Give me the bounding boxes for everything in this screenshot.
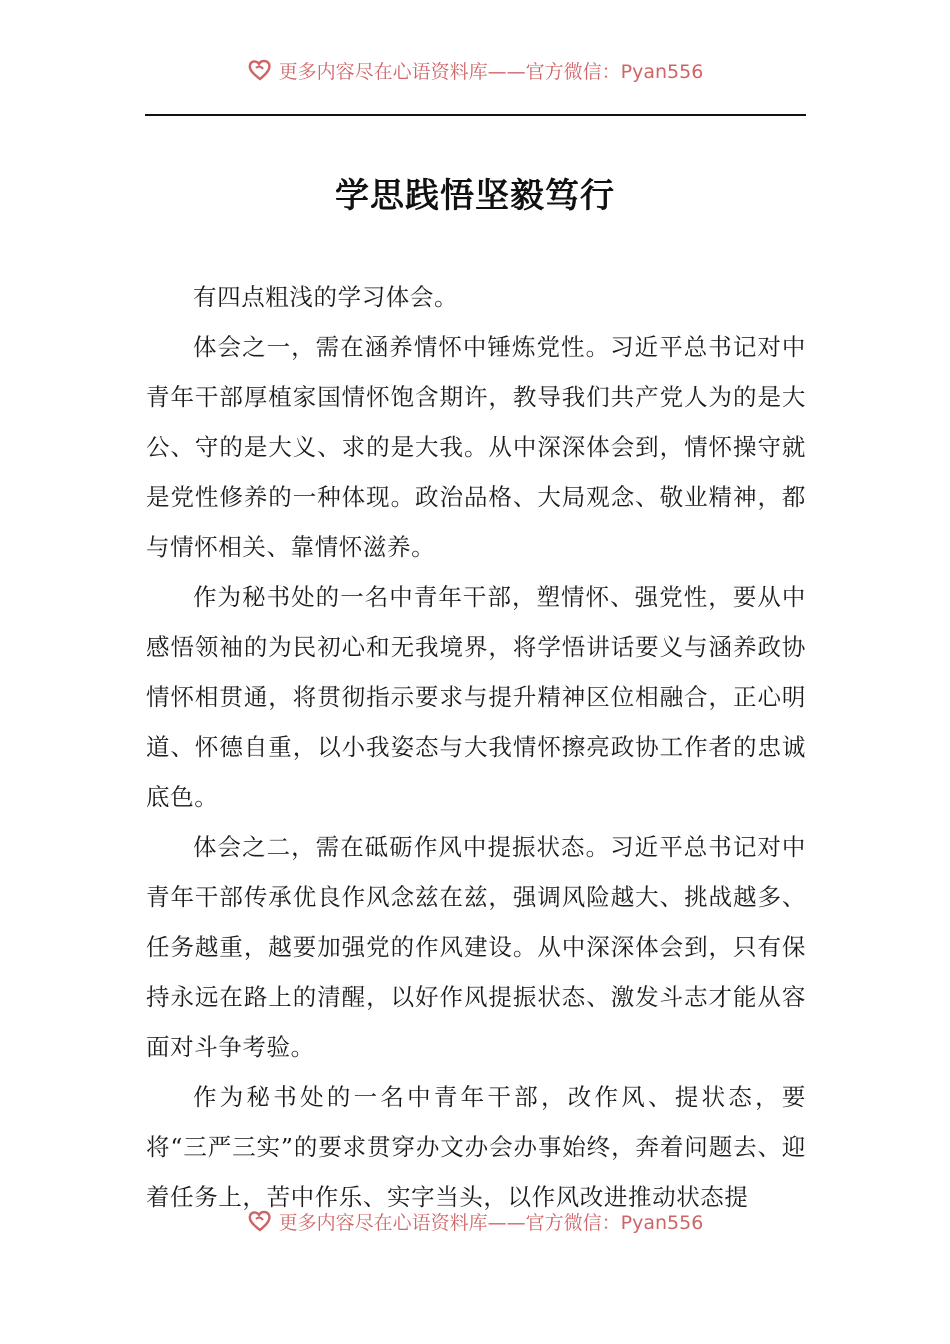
watermark-text: 更多内容尽在心语资料库——官方微信：Pyan556 [278,60,704,83]
document-body [146,272,806,1222]
paragraph: 体会之二，需在砥砺作风中提振状态。习近平总书记对中青年干部传承优良作风念兹在兹，强调风险越大、挑战越多、任务越重，越要加强党的作风建设。从中深深体会到，只有保持永远在路上的清醒，以好作风提振状态、激发斗志才能从容面对斗争考验。 [146,833,806,1061]
paragraph: 体会之一，需在涵养情怀中锤炼党性。习近平总书记对中青年干部厚植家国情怀饱含期许，教导我们共产党人为的是大公、守的是大义、求的是大我。从中深深体会到，情怀操守就是党性修养的一种体现。政治品格、大局观念、敬业精神，都与情怀相关、靠情怀滋养。 [146,333,806,561]
paragraph: 有四点粗浅的学习体会。 [193,283,459,311]
heart-logo-icon [247,57,273,83]
paragraph: 作为秘书处的一名中青年干部，塑情怀、强党性，要从中感悟领袖的为民初心和无我境界，将学悟讲话要义与涵养政协情怀相贯通，将贯彻指示要求与提升精神区位相融合，正心明道、怀德自重，以小我姿态与大我情怀擦亮政协工作者的忠诚底色。 [146,583,806,811]
footer-watermark [0,1206,950,1236]
header-watermark [0,55,950,85]
header-divider [145,114,806,116]
paragraph: 作为秘书处的一名中青年干部，改作风、提状态，要将“三严三实”的要求贯穿办文办会办事始终，奔着问题去、迎着任务上，苦中作乐、实字当头，以作风改进推动状态提 [146,1083,806,1211]
document-title: 学思践悟坚毅笃行 [335,176,615,216]
heart-logo-icon [247,1208,273,1234]
watermark-text: 更多内容尽在心语资料库——官方微信：Pyan556 [278,1211,704,1234]
